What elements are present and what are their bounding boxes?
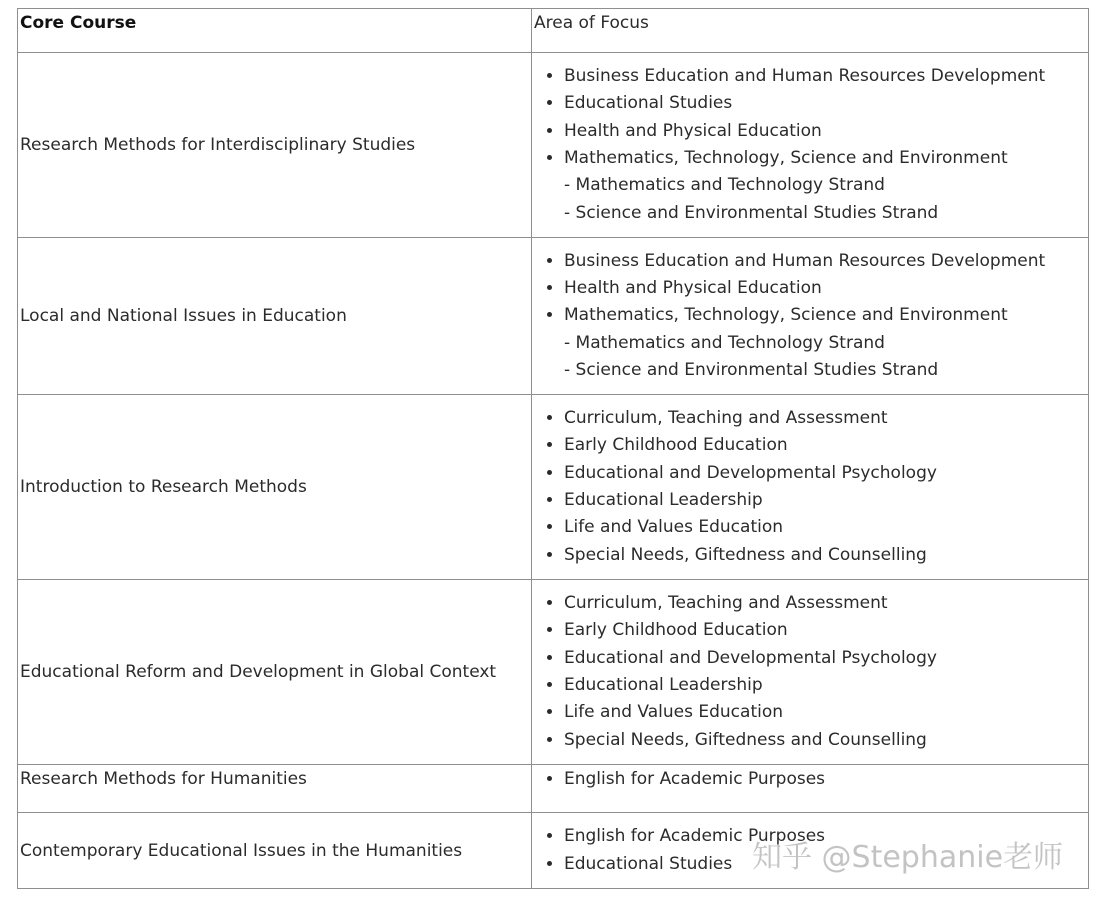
list-item: • Health and Physical Education (564, 118, 1088, 145)
course-cell: Introduction to Research Methods (18, 395, 532, 580)
focus-cell (532, 395, 1089, 580)
course-cell: Contemporary Educational Issues in the Humanities (18, 813, 532, 889)
focus-cell (532, 580, 1089, 765)
list-item (564, 145, 1088, 227)
focus-list (534, 405, 1088, 569)
core-course-table (17, 8, 1089, 889)
course-cell: Research Methods for Interdisciplinary Studies (18, 53, 532, 238)
list-item: • Educational and Developmental Psychology (564, 460, 1088, 487)
watermark: 知乎 @Stephanie老师 (752, 840, 1064, 875)
list-item: • Educational Studies (564, 90, 1088, 117)
header-core-course (18, 9, 532, 53)
table-row (18, 580, 1089, 765)
list-item: • Health and Physical Education (564, 275, 1088, 302)
focus-cell (532, 238, 1089, 395)
focus-list (534, 766, 1088, 793)
list-item: • Educational and Developmental Psychology (564, 645, 1088, 672)
header-area-of-focus-label: Area of Focus (534, 13, 649, 33)
table-row (18, 53, 1089, 238)
list-item-label: Mathematics, Technology, Science and Environment (564, 305, 1008, 326)
list-item: • Special Needs, Giftedness and Counselling (564, 727, 1088, 754)
sub-list-item: - Mathematics and Technology Strand (564, 332, 885, 353)
table-header-row (18, 9, 1089, 53)
course-cell: Local and National Issues in Education (18, 238, 532, 395)
list-item-label: Mathematics, Technology, Science and Environment (564, 148, 1008, 168)
list-item (564, 302, 1088, 384)
header-core-course-label: Core Course (20, 13, 137, 33)
course-cell: Educational Reform and Development in Global Context (18, 580, 532, 765)
list-item: • Early Childhood Education (564, 432, 1088, 459)
list-item: • Life and Values Education (564, 699, 1088, 726)
header-area-of-focus (532, 9, 1089, 53)
list-item: • Business Education and Human Resources Development (564, 63, 1088, 90)
focus-list (534, 248, 1088, 384)
list-item: • Educational Studies (564, 851, 1088, 878)
focus-list (534, 63, 1088, 227)
list-item: • English for Academic Purposes (564, 823, 1088, 850)
course-cell: Research Methods for Humanities (18, 765, 532, 813)
list-item: • Business Education and Human Resources Development (564, 248, 1088, 275)
table-row (18, 765, 1089, 813)
table-row (18, 238, 1089, 395)
sub-list-item: - Science and Environmental Studies Strand (564, 202, 939, 223)
list-item: • Life and Values Education (564, 514, 1088, 541)
list-item: • English for Academic Purposes (564, 766, 1088, 793)
list-item: • Educational Leadership (564, 487, 1088, 514)
list-item: • Curriculum, Teaching and Assessment (564, 405, 1088, 432)
focus-list (534, 590, 1088, 754)
focus-cell (532, 765, 1089, 813)
list-item: • Educational Leadership (564, 672, 1088, 699)
list-item: • Early Childhood Education (564, 617, 1088, 644)
list-item: • Special Needs, Giftedness and Counselling (564, 542, 1088, 569)
list-item: • Curriculum, Teaching and Assessment (564, 590, 1088, 617)
focus-cell (532, 53, 1089, 238)
sub-list-item: - Mathematics and Technology Strand (564, 175, 885, 196)
table-row (18, 395, 1089, 580)
sub-list-item: - Science and Environmental Studies Strand (564, 359, 939, 380)
